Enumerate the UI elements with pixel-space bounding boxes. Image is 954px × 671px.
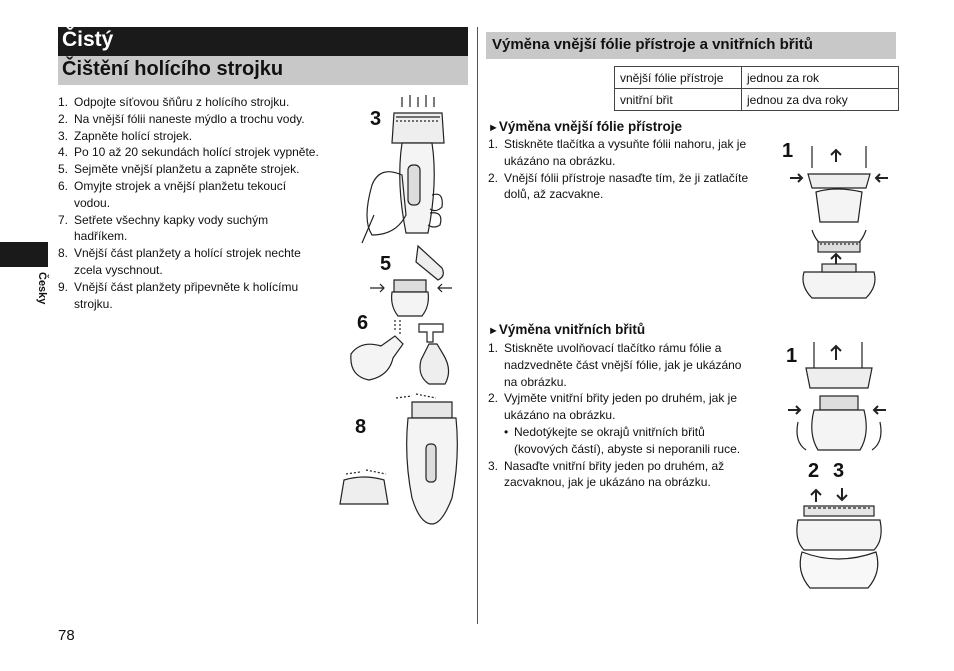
table-cell: jednou za dva roky [742,89,899,111]
step-number: 5. [58,162,69,177]
step-number: 4. [58,145,69,160]
list-item [58,94,338,111]
list-item [488,390,778,424]
step-text-line: vodou. [74,195,111,210]
foil-removal-illustration [786,140,892,300]
figure-label-5: 5 [380,253,392,275]
figure-label-6: 6 [357,312,369,334]
list-item [488,136,778,170]
step-number: 1. [488,137,499,151]
list-item [58,279,338,313]
step-text-line: Vyjměte vnitřní břity jeden po druhém, jak je [504,391,737,406]
page-number: 78 [58,627,75,644]
step-number: 9. [58,279,69,294]
step-text-line: zacvaknou, jak je ukázáno na obrázku. [504,475,711,490]
column-divider [477,27,478,624]
step-text-line: Nasaďte vnitřní břity jeden po druhém, až [504,458,725,473]
language-tab-marker [0,242,48,267]
step-text-line: dolů, až zacvakne. [504,187,604,202]
table-row [615,89,899,111]
list-item [58,245,338,279]
replacement-title-bar [486,32,896,59]
table-row [615,67,899,89]
step-text-line: Na vnější fólii naneste mýdlo a trochu vody. [74,111,305,126]
step-text-line: Odpojte síťovou šňůru z holícího strojku. [74,95,290,109]
list-item [488,340,778,390]
table-cell: vnitřní břit [615,89,742,111]
step-text-line: Zapněte holící strojek. [74,128,193,143]
step-number: 2. [488,391,499,406]
list-item [488,424,778,458]
step-text-line: strojku. [74,296,113,311]
list-item [58,212,338,246]
step-text-line: hadříkem. [74,229,128,244]
step-text-line: Vnější část planžety a holící strojek nechte [74,246,301,261]
step-text-line: Sejměte vnější planžetu a zapněte strojek. [74,162,300,177]
subsection-title: Čištění holícího strojku [62,58,284,80]
wash-under-tap-illustration [345,318,455,388]
step-text-line: Po 10 až 20 sekundách holící strojek vypněte. [74,145,319,160]
step-text-line: zcela vyschnout. [74,262,163,277]
step-text-line: ukázáno na obrázku. [504,408,616,423]
step-number: 1. [488,341,499,355]
step-number: 1. [58,95,69,109]
step-number: 7. [58,212,69,227]
list-item [488,458,778,492]
replacement-frequency-table [614,66,899,111]
step-text-line: Stiskněte tlačítka a vysuňte fólii nahoru, jak je [504,137,747,151]
blade-steps-list [488,340,778,491]
cleaning-steps-list [58,94,338,312]
step-number: 3. [58,128,69,143]
list-item [58,128,338,145]
figure-label-2: 2 [808,460,820,482]
step-text-line: nadzvedněte část vnější fólie, jak je ukázáno [504,357,742,372]
foil-steps-list [488,136,778,203]
blades-heading-text: Výměna vnitřních břitů [498,322,646,337]
step-text-line: Vnější část planžety připevněte k holícímu [74,279,299,294]
figure-label-8: 8 [355,416,367,438]
step-number: • [504,424,509,439]
step-text-line: na obrázku. [504,374,567,389]
table-cell: vnější fólie přístroje [615,67,742,89]
drying-shaver-illustration [336,390,460,525]
list-item [58,144,338,161]
remove-outer-foil-illustration [366,240,456,320]
step-text-line: Setřete všechny kapky vody suchým [74,212,269,227]
triangle-bullet-icon: ► [488,122,499,134]
figure-label-3: 3 [370,108,382,130]
section-title: Čistý [62,28,114,51]
step-text-line: Omyjte strojek a vnější planžetu tekoucí [74,178,287,193]
step-text-line: Stiskněte uvolňovací tlačítko rámu fólie a [504,341,722,355]
step-number: 8. [58,246,69,261]
figure-label-1: 1 [786,345,798,367]
step-number: 6. [58,178,69,193]
step-number: 2. [58,111,69,126]
list-item [488,170,778,204]
figure-label-3: 3 [833,460,845,482]
section-title-bar [58,27,468,56]
step-number: 3. [488,458,499,473]
step-number: 2. [488,170,499,185]
foil-heading [488,119,682,134]
step-text-line: Nedotýkejte se okrajů vnitřních břitů [514,424,705,439]
step-text-line: (kovových částí), abyste si neporanili ruce. [514,441,741,456]
replacement-title: Výměna vnější fólie přístroje a vnitřních břitů [492,36,813,53]
list-item [58,111,338,128]
step-text-line: Vnější fólii přístroje nasaďte tím, že ji zatlačíte [504,170,749,185]
subsection-title-bar [58,56,468,85]
list-item [58,161,338,178]
table-cell: jednou za rok [742,67,899,89]
figure-label-1: 1 [782,140,794,162]
shaver-wet-hand-illustration [352,95,462,245]
step-text-line: ukázáno na obrázku. [504,153,616,168]
language-tab-label: Česky [36,272,48,305]
inner-blade-replacement-illustration [784,338,894,590]
triangle-bullet-icon: ► [488,325,499,337]
list-item [58,178,338,212]
blades-heading [488,322,645,337]
foil-heading-text: Výměna vnější fólie přístroje [498,119,682,134]
